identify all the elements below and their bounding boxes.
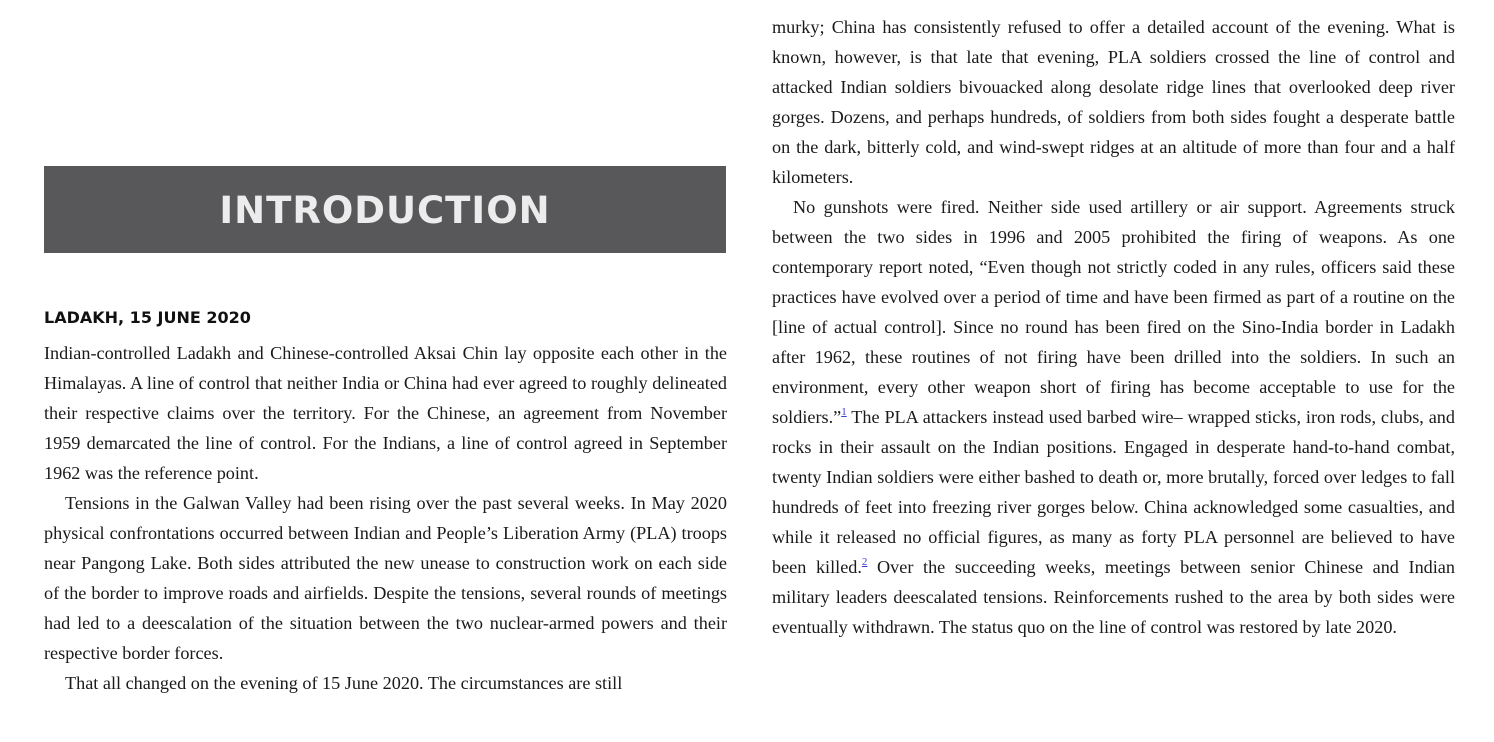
footnote-link-1[interactable]: 1 <box>841 406 847 418</box>
section-heading: LADAKH, 15 JUNE 2020 <box>44 308 251 327</box>
paragraph: That all changed on the evening of 15 June 2020. The circumstances are still <box>65 673 623 693</box>
footnote-link-2[interactable]: 2 <box>861 556 868 568</box>
paragraph-continuation: murky; China has consistently refused to offer a detailed account of the evening. What is known, however, is that late that evening, PLA soldiers crossed the line of control and attacked Indian soldiers bivouacked along desolate ridge lines that overlooked deep river gorges. Dozens, and perhaps hundreds, of soldiers from both sides fought a desperate battle on the dark, bitterly cold, and wind-swept ridges at an altitude of more than four and a half kilometers. <box>772 17 1455 187</box>
left-page <box>44 0 727 742</box>
chapter-banner <box>44 166 726 253</box>
paragraph-text: The PLA attackers instead used barbed wire– wrapped sticks, iron rods, clubs, and rocks in their assault on the Indian positions. Engaged in desperate hand-to-hand combat, twenty Indian soldiers were either bashed to death or, more brutally, forced over ledges to fall hundreds of feet into freezing river gorges below. China acknowledged some casualties, and while it released no official figures, as many as forty PLA personnel are believed to have been killed. <box>772 407 1455 577</box>
chapter-title: INTRODUCTION <box>219 189 551 232</box>
paragraph-text: No gunshots were fired. Neither side used artillery or air support. Agreements struck between the two sides in 1996 and 2005 prohibited the firing of weapons. As one contemporary report noted, “Even though not strictly coded in any rules, officers said these practices have evolved over a period of time and have been firmed as part of a routine on the [line of actual control]. Since no round has been fired on the Sino-India border in Ladakh after 1962, these routines of not firing have been drilled into the soldiers. In such an environment, every other weapon short of firing has become acceptable to use for the soldiers.” <box>772 197 1455 427</box>
paragraph: Indian-controlled Ladakh and Chinese-controlled Aksai Chin lay opposite each other in the Himalayas. A line of control that neither India or China had ever agreed to roughly delineated their respective claims over the territory. For the Chinese, an agreement from November 1959 demarcated the line of control. For the Indians, a line of control agreed in September 1962 was the reference point. <box>44 343 727 483</box>
left-body-text <box>44 338 727 698</box>
right-page <box>772 12 1455 642</box>
paragraph: Tensions in the Galwan Valley had been rising over the past several weeks. In May 2020 physical confrontations occurred between Indian and People’s Liberation Army (PLA) troops near Pangong Lake. Both sides attributed the new unease to construction work on each side of the border to improve roads and airfields. Despite the tensions, several rounds of meetings had led to a deescalation of the situation between the two nuclear-armed powers and their respective border forces. <box>44 493 727 663</box>
paragraph <box>772 192 1455 642</box>
paragraph-text: Over the succeeding weeks, meetings between senior Chinese and Indian military leaders deescalated tensions. Reinforcements rushed to the area by both sides were eventually withdrawn. The status quo on the line of control was restored by late 2020. <box>772 557 1455 637</box>
